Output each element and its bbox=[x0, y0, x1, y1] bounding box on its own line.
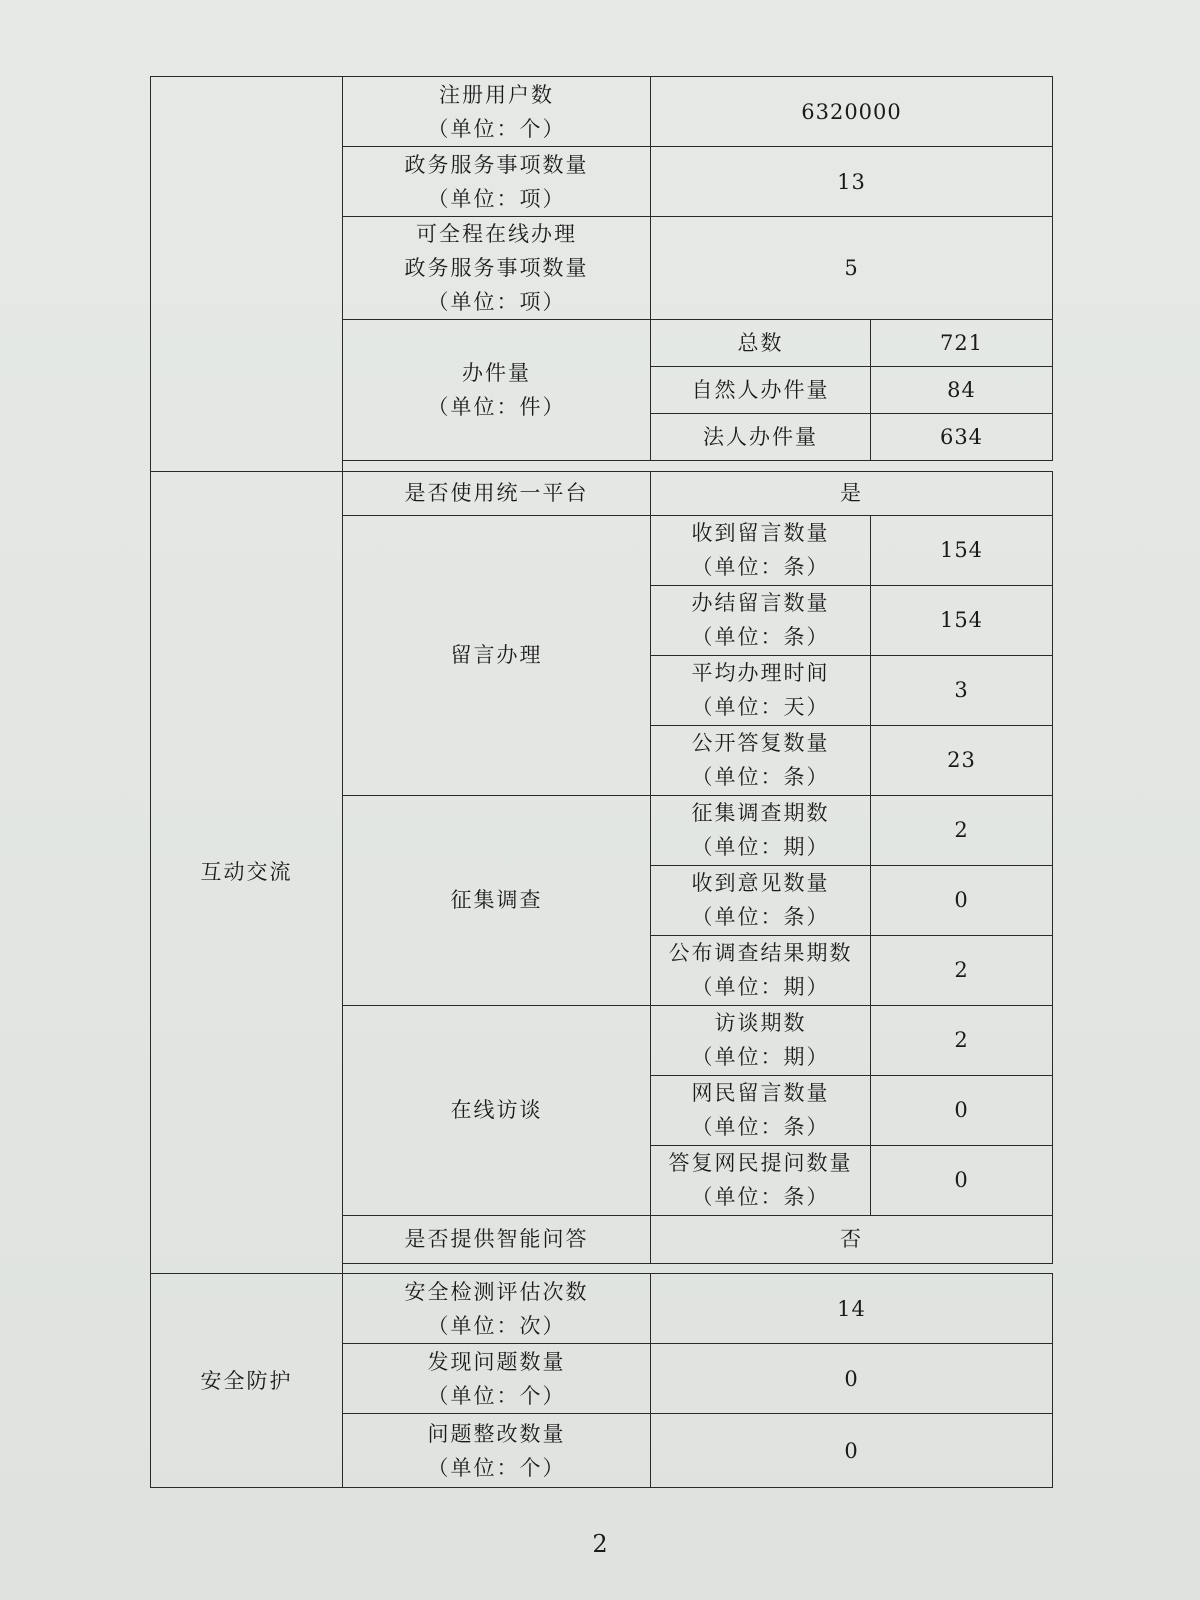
sub-value: 2 bbox=[871, 1005, 1053, 1075]
group-label: 在线访谈 bbox=[343, 1005, 651, 1215]
sub-label: 征集调查期数 （单位：期） bbox=[651, 795, 871, 865]
page-number: 2 bbox=[592, 1530, 608, 1558]
sub-value: 0 bbox=[871, 865, 1053, 935]
row-value: 6320000 bbox=[651, 77, 1053, 147]
sub-label: 网民留言数量 （单位：条） bbox=[651, 1075, 871, 1145]
sub-label: 公开答复数量 （单位：条） bbox=[651, 725, 871, 795]
sub-value: 2 bbox=[871, 935, 1053, 1005]
sub-label: 平均办理时间 （单位：天） bbox=[651, 655, 871, 725]
row-value: 否 bbox=[651, 1215, 1053, 1263]
row-value: 5 bbox=[651, 217, 1053, 320]
sub-label: 收到意见数量 （单位：条） bbox=[651, 865, 871, 935]
sub-value: 2 bbox=[871, 795, 1053, 865]
row-value: 13 bbox=[651, 147, 1053, 217]
row-value: 14 bbox=[651, 1274, 1053, 1344]
sub-label: 公布调查结果期数 （单位：期） bbox=[651, 935, 871, 1005]
group-label: 留言办理 bbox=[343, 515, 651, 795]
sub-value: 0 bbox=[871, 1075, 1053, 1145]
sub-label: 答复网民提问数量 （单位：条） bbox=[651, 1145, 871, 1215]
section-cell-blank bbox=[151, 77, 343, 472]
row-value: 0 bbox=[651, 1414, 1053, 1488]
row-label: 发现问题数量 （单位：个） bbox=[343, 1344, 651, 1414]
sub-label: 法人办件量 bbox=[651, 414, 871, 461]
table-row bbox=[151, 471, 1053, 515]
table-row bbox=[151, 1274, 1053, 1344]
sub-value: 23 bbox=[871, 725, 1053, 795]
section-label: 安全防护 bbox=[151, 1274, 343, 1488]
sub-label: 办结留言数量 （单位：条） bbox=[651, 585, 871, 655]
sub-value: 634 bbox=[871, 414, 1053, 461]
sub-value: 84 bbox=[871, 367, 1053, 414]
sub-value: 3 bbox=[871, 655, 1053, 725]
row-label: 可全程在线办理 政务服务事项数量 （单位：项） bbox=[343, 217, 651, 320]
row-label: 注册用户数 （单位：个） bbox=[343, 77, 651, 147]
section-label: 互动交流 bbox=[151, 471, 343, 1274]
group-label: 征集调查 bbox=[343, 795, 651, 1005]
sub-value: 721 bbox=[871, 320, 1053, 367]
row-label: 安全检测评估次数 （单位：次） bbox=[343, 1274, 651, 1344]
table-row bbox=[151, 77, 1053, 147]
row-label: 办件量 （单位：件） bbox=[343, 320, 651, 461]
sub-label: 总数 bbox=[651, 320, 871, 367]
row-label: 是否提供智能问答 bbox=[343, 1215, 651, 1263]
row-value: 0 bbox=[651, 1344, 1053, 1414]
row-label: 问题整改数量 （单位：个） bbox=[343, 1414, 651, 1488]
row-label: 政务服务事项数量 （单位：项） bbox=[343, 147, 651, 217]
sub-value: 0 bbox=[871, 1145, 1053, 1215]
row-label: 是否使用统一平台 bbox=[343, 471, 651, 515]
sub-label: 收到留言数量 （单位：条） bbox=[651, 515, 871, 585]
sub-label: 自然人办件量 bbox=[651, 367, 871, 414]
row-value: 是 bbox=[651, 471, 1053, 515]
statistics-table bbox=[150, 76, 1053, 1488]
sub-label: 访谈期数 （单位：期） bbox=[651, 1005, 871, 1075]
sub-value: 154 bbox=[871, 585, 1053, 655]
sub-value: 154 bbox=[871, 515, 1053, 585]
